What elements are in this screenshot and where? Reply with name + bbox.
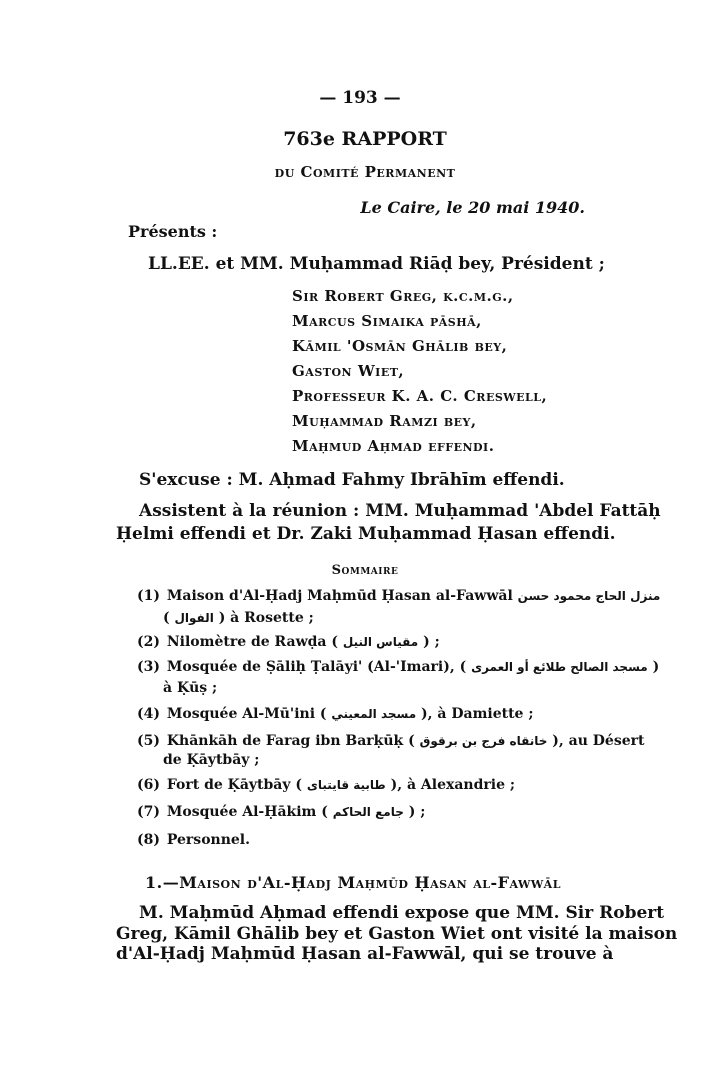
- item-text: Nilomètre de Rawḍa (: [166, 634, 338, 650]
- item-text: Mosquée de Ṣāliḥ Ṭalāyi' (Al-'Imari), (: [166, 659, 467, 675]
- item-number: (2): [137, 634, 160, 650]
- summary-item-continuation: [163, 610, 314, 626]
- item-text: Khānkāh de Farag ibn Barḳūḳ (: [166, 733, 415, 749]
- item-text: ), au Désert: [552, 733, 645, 749]
- assistants-line: Ḥelmi effendi et Dr. Zaki Muḥammad Ḥasan effendi.: [116, 524, 616, 544]
- item-number: (1): [137, 588, 160, 604]
- item-number: (6): [137, 777, 160, 793]
- arabic-name: مسجد الصالح طلائع أو العمرى: [471, 660, 648, 674]
- summary-item: [137, 733, 644, 749]
- item-text: ): [652, 659, 660, 675]
- arabic-name: الفوال: [174, 611, 214, 625]
- attendee-line: Sir Robert Greg, k.c.m.g.,: [292, 287, 514, 305]
- excuse-line: S'excuse : M. Aḥmad Fahmy Ibrāhīm effendi.: [139, 470, 565, 490]
- item-text: ) à Rosette ;: [218, 610, 314, 626]
- attendee-line: Gaston Wiet,: [292, 362, 405, 380]
- page-number: — 193 —: [319, 88, 401, 108]
- item-text: Fort de Ḳāytbāy (: [166, 777, 303, 793]
- summary-item-continuation: [163, 752, 259, 768]
- item-number: (7): [137, 804, 160, 820]
- attendee-line: Muḥammad Ramzi bey,: [292, 412, 477, 430]
- item-text: à Ḳūṣ ;: [163, 680, 218, 696]
- item-number: (4): [137, 706, 160, 722]
- attendee-line: Kāmil 'Osmān Ghālib bey,: [292, 337, 508, 355]
- item-text: (: [163, 610, 170, 626]
- arabic-name: مسجد المعيني: [331, 707, 417, 721]
- item-text: Mosquée Al-Ḥākim (: [166, 804, 328, 820]
- paragraph-line: M. Maḥmūd Aḥmad effendi expose que MM. Sir Robert: [139, 903, 665, 923]
- summary-item: [137, 804, 425, 820]
- report-subtitle: du Comité Permanent: [274, 163, 456, 181]
- arabic-name: جامع الحاكم: [332, 805, 404, 819]
- item-text: Mosquée Al-Mū'ini (: [166, 706, 327, 722]
- item-text: ) ;: [423, 634, 440, 650]
- summary-item-continuation: [163, 680, 217, 696]
- item-text: ), à Damiette ;: [421, 706, 534, 722]
- assistants-line: Assistent à la réunion : MM. Muḥammad 'Abdel Fattāḥ: [139, 501, 661, 521]
- summary-title: Sommaire: [331, 563, 399, 578]
- summary-item: [137, 588, 660, 604]
- item-number: (8): [137, 832, 160, 848]
- paragraph-line: d'Al-Ḥadj Maḥmūd Ḥasan al-Fawwāl, qui se trouve à: [116, 944, 614, 964]
- summary-item: [137, 659, 659, 675]
- item-number: (3): [137, 659, 160, 675]
- attendee-line: Professeur K. A. C. Creswell,: [292, 387, 548, 405]
- summary-item: [137, 777, 515, 793]
- arabic-name: طابية قايتباى: [306, 778, 386, 792]
- item-text: Personnel.: [166, 832, 250, 848]
- item-text: de Ḳāytbāy ;: [163, 752, 260, 768]
- arabic-name: مقياس النيل: [342, 635, 419, 649]
- attendee-line: Marcus Simaika pāshā,: [292, 312, 482, 330]
- paragraph-line: Greg, Kāmil Ghālib bey et Gaston Wiet ont visité la maison: [116, 924, 678, 944]
- arabic-name: منزل الحاج محمود حسن: [517, 589, 661, 603]
- attendee-line: LL.EE. et MM. Muḥammad Riāḍ bey, Président ;: [148, 254, 605, 274]
- presents-label: Présents :: [128, 222, 218, 241]
- summary-item: [137, 832, 250, 848]
- arabic-name: خانقاه فرج بن برقوق: [419, 734, 548, 748]
- item-number: (5): [137, 733, 160, 749]
- section-heading: 1.—Maison d'Al-Ḥadj Maḥmūd Ḥasan al-Fawwāl: [145, 873, 561, 892]
- summary-item: [137, 706, 534, 722]
- item-text: ), à Alexandrie ;: [390, 777, 516, 793]
- item-text: ) ;: [408, 804, 426, 820]
- meeting-date: Le Caire, le 20 mai 1940.: [360, 198, 585, 217]
- report-title: 763e RAPPORT: [283, 128, 447, 150]
- summary-item: [137, 634, 440, 650]
- attendee-line: Maḥmud Aḥmad effendi.: [292, 437, 495, 455]
- item-text: Maison d'Al-Ḥadj Maḥmūd Ḥasan al-Fawwāl: [166, 588, 513, 604]
